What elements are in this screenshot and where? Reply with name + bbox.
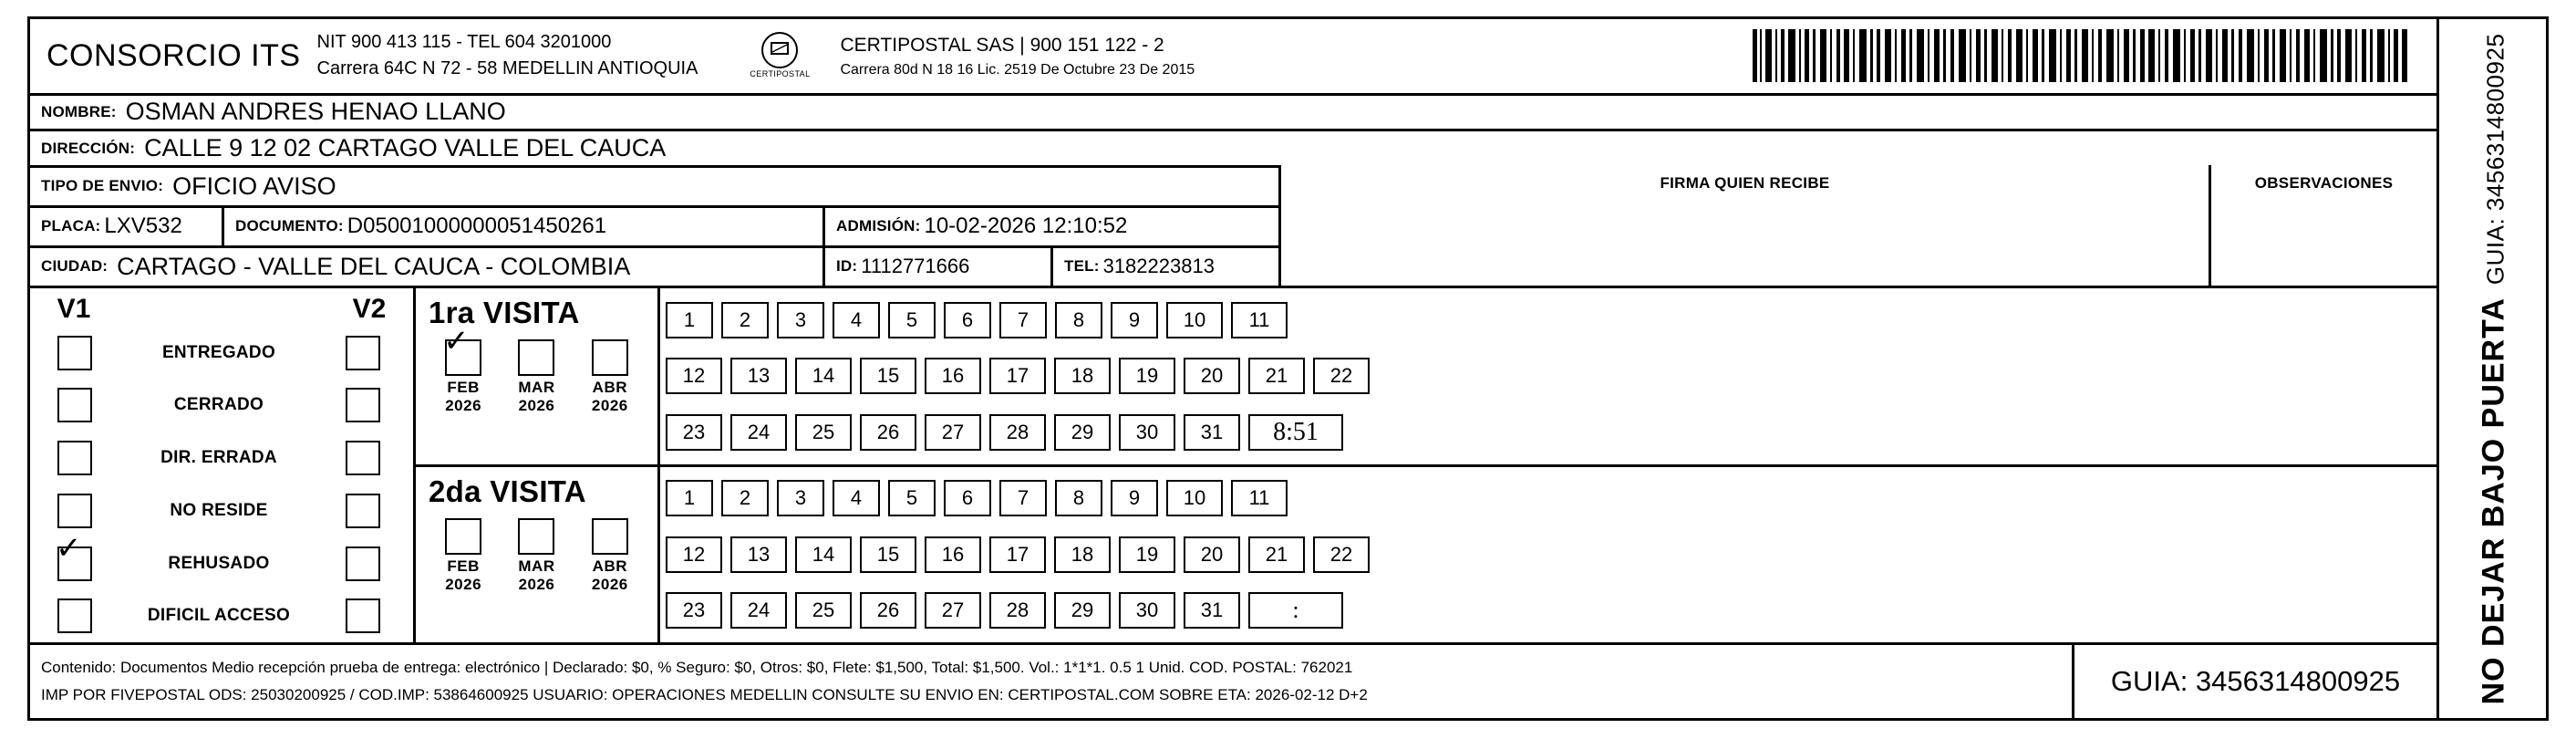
status-row-dificil-acceso (30, 590, 413, 643)
visit-2-day[interactable]: 3 (777, 480, 824, 516)
footer-band (30, 642, 2436, 718)
visit-1-day[interactable]: 3 (777, 302, 824, 338)
carrier-name-line: CERTIPOSTAL SAS | 900 151 122 - 2 (840, 34, 1164, 56)
certipostal-logo-label: CERTIPOSTAL (750, 69, 811, 79)
visit-2-day[interactable]: 30 (1119, 592, 1175, 629)
visit-2-day[interactable]: 17 (989, 536, 1046, 573)
company-address-line: Carrera 64C N 72 - 58 MEDELLIN ANTIOQUIA (316, 58, 698, 79)
phone-label: TEL: (1064, 257, 1100, 276)
company-nit-line: NIT 900 413 115 - TEL 604 3201000 (316, 32, 612, 53)
visit-2-month-feb-name: FEB (447, 557, 480, 575)
visit-blocks (413, 288, 2436, 642)
status-v2-header: V2 (352, 293, 387, 324)
recipient-name-value: OSMAN ANDRES HENAO LLANO (125, 98, 506, 126)
visit-1-day-marked[interactable]: 13 (730, 358, 787, 394)
visit-1-day[interactable]: 15 (860, 358, 916, 394)
visit-1-days-row-3 (666, 414, 2429, 451)
visit-2-day[interactable]: 21 (1248, 536, 1305, 573)
visit-2-month-abr-year: 2026 (591, 575, 628, 593)
visit-2-day[interactable]: 25 (795, 592, 852, 629)
document-value: D05001000000051450261 (347, 213, 607, 239)
status-row-dir-errada (30, 432, 413, 484)
visit-2-day[interactable]: 31 (1184, 592, 1240, 629)
footer-content-line: Contenido: Documentos Medio recepción prueba de entrega: electrónico | Declarado: $0, % Seguro: $0, Otros: $0, Flete: $1,500, Total: $1,500. Vol.: 1*1*1. 0.5 1 Unid. COD. POSTAL: 762021 (41, 659, 1353, 677)
visit-2-day[interactable]: 18 (1054, 536, 1111, 573)
visit-2-day[interactable]: 28 (989, 592, 1046, 629)
footer-print-line: IMP POR FIVEPOSTAL ODS: 25030200925 / COD.IMP: 53864600925 USUARIO: OPERACIONES MEDELLIN CONSULTE SU ENVIO EN: CERTIPOSTAL.COM SOBRE ETA: 2026-02-12 D+2 (41, 686, 1368, 704)
visit-1-day[interactable]: 28 (989, 414, 1046, 451)
phone-value: 3182223813 (1102, 255, 1215, 278)
visit-2-days-grid (660, 467, 2436, 643)
visit-1-day[interactable]: 26 (860, 414, 916, 451)
visit-1-months (416, 324, 657, 415)
visit-1-month-mar[interactable] (518, 339, 554, 415)
visit-1-day[interactable]: 20 (1184, 358, 1240, 394)
admission-label: ADMISIÓN: (836, 217, 921, 235)
plate-value: LXV532 (104, 213, 182, 239)
visit-1-day[interactable]: 24 (730, 414, 787, 451)
checkbox-rehusado-v2[interactable] (346, 546, 380, 581)
visit-2-month-feb[interactable] (445, 518, 481, 594)
visit-1-day[interactable]: 8 (1055, 302, 1102, 338)
checkbox-entregado-v1[interactable] (57, 336, 92, 370)
visit-2-time-field[interactable]: : (1248, 592, 1343, 629)
status-row-no-reside (30, 484, 413, 537)
shipment-type-value: OFICIO AVISO (172, 172, 336, 200)
visit-2-day[interactable]: 7 (999, 480, 1047, 516)
visit-2-month-mar-checkbox[interactable] (518, 518, 554, 555)
status-row-entregado (30, 327, 413, 380)
checkbox-dir-errada-v1[interactable] (57, 441, 92, 475)
document-label: DOCUMENTO: (235, 217, 344, 235)
visit-2-day[interactable]: 2 (721, 480, 769, 516)
phone-cell (1050, 248, 1278, 286)
checkbox-cerrado-v1[interactable] (57, 388, 92, 422)
visit-1-day[interactable]: 6 (944, 302, 991, 338)
status-label-rehusado: REHUSADO (168, 553, 270, 573)
label-main-column (30, 19, 2436, 718)
visit-2-day[interactable]: 10 (1166, 480, 1223, 516)
visit-2-day[interactable]: 1 (666, 480, 713, 516)
visit-1-days-row-1 (666, 302, 2429, 338)
visit-2-month-abr-name: ABR (592, 557, 628, 575)
city-cell (30, 248, 822, 286)
visit-1-month-abr[interactable] (592, 339, 628, 415)
visit-2-days-row-2 (666, 536, 2429, 573)
visit-1-day[interactable]: 17 (989, 358, 1046, 394)
visit-1-day[interactable]: 21 (1248, 358, 1305, 394)
plate-document-admission-row (30, 205, 1278, 245)
status-row-cerrado (30, 380, 413, 432)
checkbox-dificil-acceso-v1[interactable] (57, 598, 92, 633)
visit-2-day[interactable]: 9 (1111, 480, 1158, 516)
signature-box[interactable] (1278, 165, 2209, 286)
visit-2-day[interactable]: 23 (666, 592, 722, 629)
company-contact (317, 29, 726, 82)
checkbox-dir-errada-v2[interactable] (346, 441, 380, 475)
visit-1-day[interactable]: 9 (1111, 302, 1158, 338)
visit-2-day[interactable]: 6 (944, 480, 991, 516)
status-label-cerrado: CERRADO (173, 395, 264, 415)
checkbox-entregado-v2[interactable] (346, 336, 380, 370)
visit-1-day[interactable]: 1 (666, 302, 713, 338)
checkbox-rehusado-v1[interactable] (56, 531, 92, 581)
visit-status-area (30, 286, 2436, 642)
plate-label: PLACA: (41, 217, 101, 235)
visit-1-month-abr-name: ABR (592, 378, 628, 396)
visit-2-month-abr[interactable] (592, 518, 628, 594)
city-value: CARTAGO - VALLE DEL CAUCA - COLOMBIA (117, 252, 631, 280)
checkbox-no-reside-v1[interactable] (57, 494, 92, 528)
visit-1-month-mar-checkbox[interactable] (518, 339, 554, 376)
visit-2-day[interactable]: 24 (730, 592, 787, 629)
visit-1-month-mar-year: 2026 (518, 396, 555, 414)
recipient-address-label: DIRECCIÓN: (41, 139, 136, 157)
observations-caption: OBSERVACIONES (2254, 173, 2394, 192)
id-value: 1112771666 (861, 255, 970, 278)
visit-block-1 (416, 288, 2436, 464)
checkbox-no-reside-v2[interactable] (346, 494, 380, 528)
footer-guia-number: GUIA: 3456314800925 (2072, 645, 2436, 718)
visit-2-day[interactable]: 22 (1313, 536, 1370, 573)
shipment-type-label: TIPO DE ENVIO: (41, 177, 164, 195)
visit-2-day[interactable]: 13 (730, 536, 787, 573)
visit-2-days-row-3 (666, 592, 2429, 629)
visit-2-title: 2da VISITA (429, 474, 586, 508)
certipostal-logo (725, 32, 834, 79)
recipient-name-row (30, 93, 2436, 130)
signature-caption: FIRMA QUIEN RECIBE (1660, 173, 1830, 192)
visit-1-day[interactable]: 7 (999, 302, 1047, 338)
visit-1-day[interactable]: 23 (666, 414, 722, 451)
visit-2-month-abr-checkbox[interactable] (592, 518, 628, 555)
label-frame (27, 16, 2549, 721)
visit-2-day[interactable]: 16 (925, 536, 981, 573)
checkmark-icon: ✓ (56, 531, 82, 566)
visit-2-day[interactable]: 26 (860, 592, 916, 629)
visit-2-days-row-1 (666, 480, 2429, 516)
document-cell (222, 208, 822, 245)
visit-2-day[interactable]: 27 (925, 592, 981, 629)
visit-block-2 (416, 464, 2436, 643)
visit-1-days-row-2 (666, 358, 2429, 394)
visit-1-day[interactable]: 2 (721, 302, 769, 338)
delivery-status-column (30, 288, 413, 642)
visit-1-day[interactable]: 10 (1166, 302, 1223, 338)
visit-1-month-feb[interactable] (443, 324, 482, 415)
recipient-address-value: CALLE 9 12 02 CARTAGO VALLE DEL CAUCA (144, 134, 667, 162)
visit-1-month-feb-name: FEB (447, 378, 480, 396)
shipment-type-row (30, 165, 1278, 205)
checkbox-cerrado-v2[interactable] (346, 388, 380, 422)
visit-2-day[interactable]: 4 (833, 480, 880, 516)
visit-1-day[interactable]: 27 (925, 414, 981, 451)
header-band (30, 19, 2436, 93)
visit-1-day[interactable]: 31 (1184, 414, 1240, 451)
visit-1-days-grid (660, 288, 2436, 464)
visit-1-day[interactable]: 11 (1231, 302, 1288, 338)
visit-1-month-feb-year: 2026 (445, 396, 482, 414)
visit-2-day[interactable]: 14 (795, 536, 852, 573)
status-label-no-reside: NO RESIDE (170, 500, 268, 520)
plate-cell (30, 208, 222, 245)
side-guia-text: GUIA: 3456314800925 (2481, 33, 2509, 285)
status-label-entregado: ENTREGADO (161, 342, 276, 362)
side-notice-rail (2436, 19, 2546, 718)
visit-1-day[interactable]: 30 (1119, 414, 1175, 451)
recipient-address-row (30, 129, 2436, 165)
visit-2-months (416, 509, 657, 594)
visit-1-day[interactable]: 18 (1054, 358, 1111, 394)
visit-1-day[interactable]: 12 (666, 358, 722, 394)
visit-2-month-feb-year: 2026 (445, 575, 482, 593)
visit-1-day[interactable]: 19 (1119, 358, 1175, 394)
carrier-licence-line: Carrera 80d N 18 16 Lic. 2519 De Octubre 23 De 2015 (840, 62, 1195, 78)
checkbox-dificil-acceso-v2[interactable] (346, 598, 380, 633)
status-label-dir-errada: DIR. ERRADA (160, 448, 277, 468)
admission-cell (822, 208, 1278, 245)
admission-value: 10-02-2026 12:10:52 (924, 213, 1128, 239)
visit-1-time-field[interactable]: 8:51 (1248, 414, 1343, 451)
visit-2-month-mar[interactable] (518, 518, 554, 594)
visit-2-month-mar-name: MAR (518, 557, 555, 575)
visit-2-month-feb-checkbox[interactable] (445, 518, 481, 555)
visit-2-day[interactable]: 15 (860, 536, 916, 573)
visit-2-month-mar-year: 2026 (518, 575, 555, 593)
visit-2-day[interactable]: 19 (1119, 536, 1175, 573)
id-label: ID: (836, 257, 858, 276)
shipment-details-zone (30, 165, 1278, 286)
visit-1-day[interactable]: 22 (1313, 358, 1370, 394)
visit-1-day[interactable]: 14 (795, 358, 852, 394)
visit-2-day[interactable]: 11 (1231, 480, 1288, 516)
tracking-barcode-icon (1753, 29, 2409, 82)
id-cell (822, 248, 1050, 286)
side-notice-text: NO DEJAR BAJO PUERTA (2476, 297, 2511, 704)
visit-2-day[interactable]: 5 (888, 480, 936, 516)
status-column-headers (30, 292, 413, 327)
visit-2-label-column (416, 467, 660, 643)
visit-1-day[interactable]: 25 (795, 414, 852, 451)
visit-1-month-abr-checkbox[interactable] (592, 339, 628, 376)
status-label-dificil-acceso: DIFICIL ACCESO (147, 606, 291, 626)
visit-2-day[interactable]: 12 (666, 536, 722, 573)
status-row-rehusado (30, 531, 413, 590)
visit-1-day[interactable]: 5 (888, 302, 936, 338)
city-label: CIUDAD: (41, 257, 109, 276)
visit-2-day[interactable]: 29 (1054, 592, 1111, 629)
visit-1-day[interactable]: 4 (833, 302, 880, 338)
visit-2-day[interactable]: 20 (1184, 536, 1240, 573)
visit-1-label-column (416, 288, 660, 464)
visit-1-month-mar-name: MAR (518, 378, 555, 396)
city-id-phone-row (30, 245, 1278, 286)
certipostal-mark-icon (761, 32, 798, 68)
barcode-area (1753, 29, 2433, 82)
visit-2-day[interactable]: 8 (1055, 480, 1102, 516)
carrier-info (834, 31, 1195, 82)
company-brand: CONSORCIO ITS (47, 37, 301, 73)
observations-box[interactable] (2209, 165, 2436, 286)
visit-1-title: 1ra VISITA (429, 295, 580, 329)
visit-1-month-abr-year: 2026 (591, 396, 628, 414)
shipment-type-cell (30, 168, 1278, 205)
visit-1-day[interactable]: 16 (925, 358, 981, 394)
details-and-signature-band (30, 165, 2436, 286)
checkmark-icon: ✓ (443, 324, 470, 359)
footer-details (30, 645, 2072, 718)
recipient-name-label: NOMBRE: (41, 102, 117, 120)
visit-1-month-feb-checkbox[interactable] (443, 324, 481, 376)
visit-1-day[interactable]: 29 (1054, 414, 1111, 451)
status-v1-header: V1 (57, 293, 91, 324)
